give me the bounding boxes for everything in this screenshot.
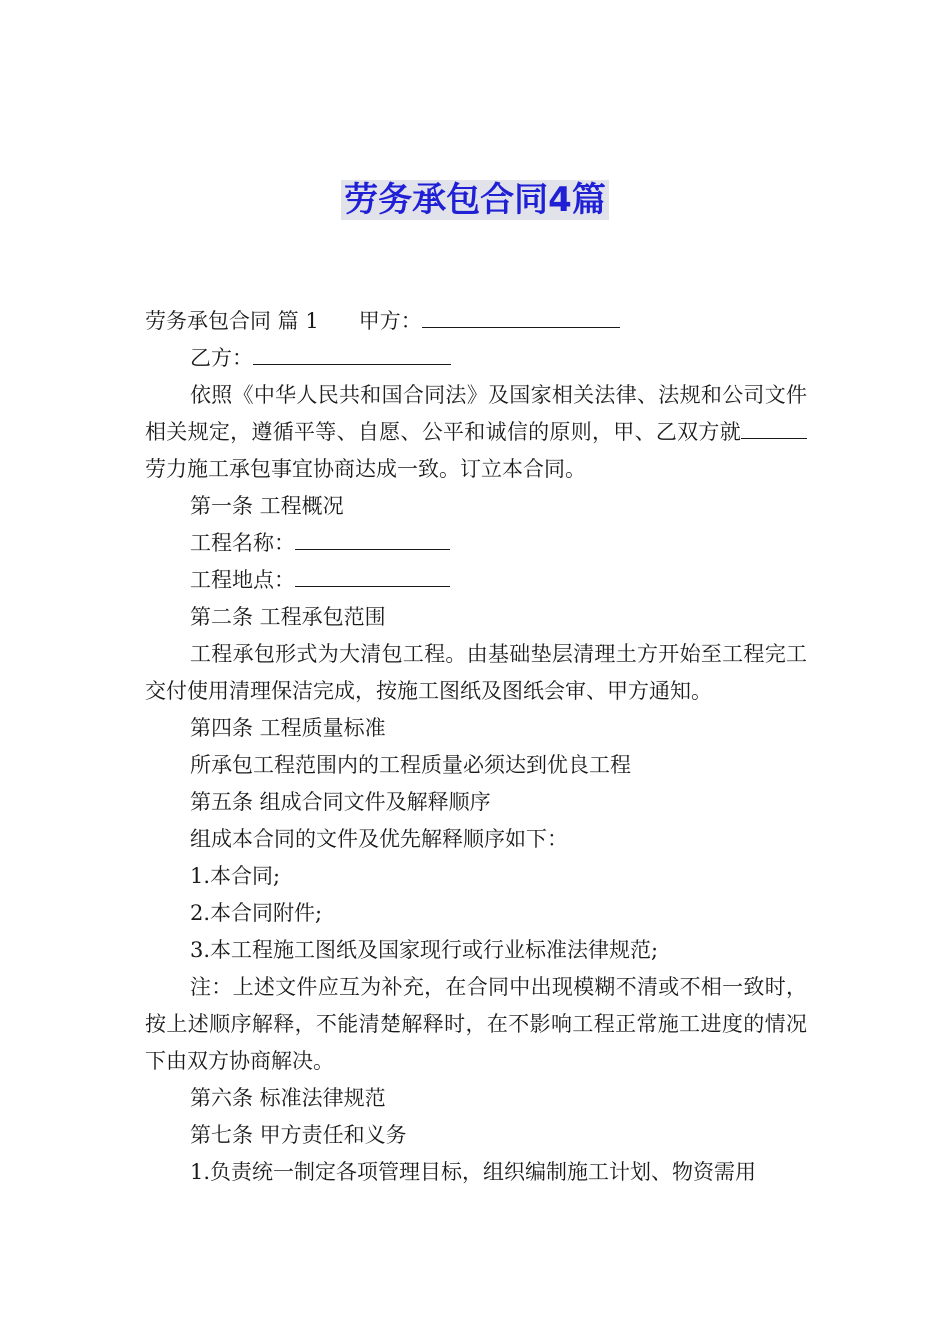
scope-paragraph: 工程承包形式为大清包工程。由基础垫层清理土方开始至工程完工交付使用清理保洁完成，按施工图纸及图纸会审、甲方通知。: [145, 642, 807, 703]
project-name-label: 工程名称：: [190, 531, 295, 555]
article-2-heading: 第二条 工程承包范围: [190, 605, 386, 629]
project-site-label: 工程地点：: [190, 568, 295, 592]
duty-item-1: 1.负责统一制定各项管理目标，组织编制施工计划、物资需用: [190, 1160, 757, 1184]
article-1-heading: 第一条 工程概况: [190, 494, 344, 518]
quality-paragraph: 所承包工程范围内的工程质量必须达到优良工程: [190, 753, 631, 777]
doc-item-1: 1.本合同;: [190, 864, 281, 888]
header-line: [145, 303, 807, 340]
article-5-heading: 第五条 组成合同文件及解释顺序: [190, 790, 491, 814]
note-paragraph: 注：上述文件应互为补充，在合同中出现模糊不清或不相一致时，按上述顺序解释，不能清楚解释时，在不影响工程正常施工进度的情况下由双方协商解决。: [145, 975, 807, 1073]
project-site-blank: [295, 564, 450, 587]
article-7-heading: 第七条 甲方责任和义务: [190, 1123, 407, 1147]
document-body: [145, 303, 807, 1191]
party-a-label: 甲方：: [358, 309, 422, 333]
contract-label: 劳务承包合同 篇 1: [145, 309, 319, 333]
project-name-blank: [295, 527, 450, 550]
party-a-blank: [422, 305, 620, 328]
party-b-line: [145, 340, 807, 377]
party-b-blank: [253, 342, 451, 365]
doc-item-3: 3.本工程施工图纸及国家现行或行业标准法律规范;: [190, 938, 659, 962]
doc-item-2: 2.本合同附件;: [190, 901, 323, 925]
intro-paragraph: 依照《中华人民共和国合同法》及国家相关法律、法规和公司文件相关规定，遵循平等、自愿、公平和诚信的原则，甲、乙双方就劳力施工承包事宜协商达成一致。订立本合同。: [145, 383, 807, 481]
article-6-heading: 第六条 标准法律规范: [190, 1086, 386, 1110]
project-name-line: [145, 525, 807, 562]
project-site-line: [145, 562, 807, 599]
project-blank: [741, 416, 807, 439]
document-title: 劳务承包合同4篇: [0, 178, 950, 222]
party-b-label: 乙方：: [190, 346, 253, 370]
docs-intro: 组成本合同的文件及优先解释顺序如下：: [190, 827, 568, 851]
article-4-heading: 第四条 工程质量标准: [190, 716, 386, 740]
